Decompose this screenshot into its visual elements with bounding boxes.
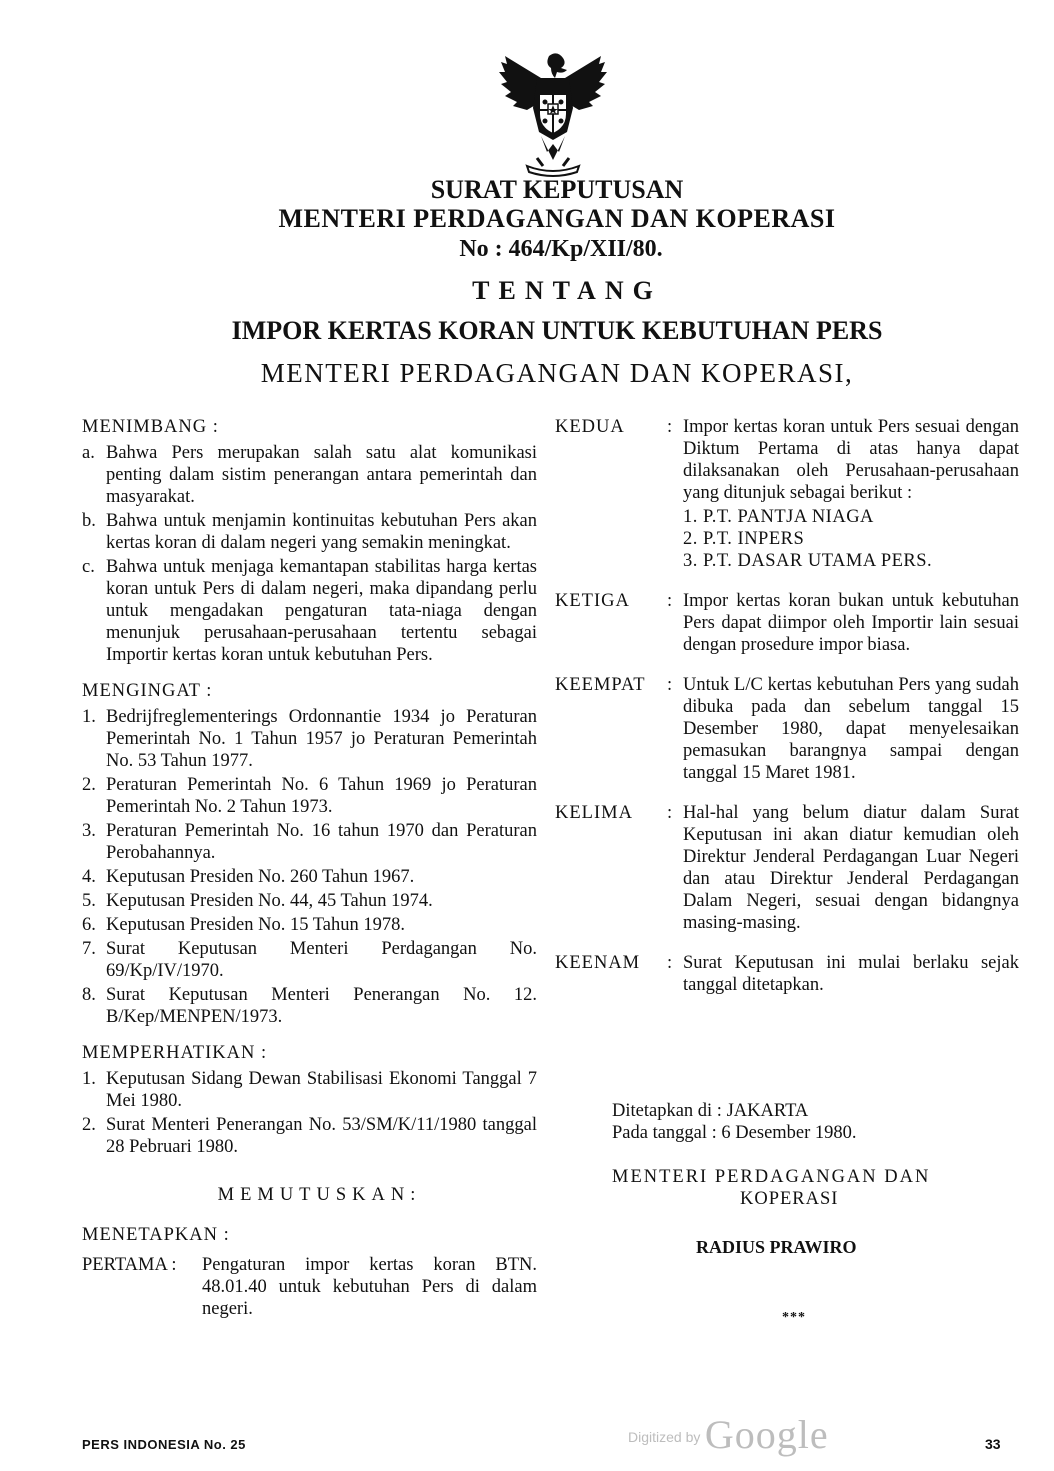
list-item [82, 556, 537, 666]
list-item [82, 510, 537, 554]
item-marker: a. [82, 443, 95, 463]
company-item: 2. P.T. INPERS [683, 529, 805, 549]
item-marker: 2. [82, 1115, 96, 1135]
company-item: 1. P.T. PANTJA NIAGA [683, 507, 874, 527]
list-item [82, 866, 537, 888]
list-item [82, 1114, 537, 1158]
clause-colon: : [667, 953, 673, 973]
signatory-title: MENTERI PERDAGANGAN DAN [612, 1167, 931, 1187]
signatory-name: RADIUS PRAWIRO [696, 1237, 857, 1257]
memutuskan-heading: MEMUTUSKAN: [217, 1185, 422, 1205]
clause-text: Impor kertas koran bukan untuk kebutuhan Pers dapat diimpor oleh Importir lain sesuai dengan prosedure impor biasa. [683, 591, 1019, 655]
ministry-subtitle: MENTERI PERDAGANGAN DAN KOPERASI, [260, 358, 854, 388]
item-marker: 2. [82, 775, 96, 795]
list-item [82, 1068, 537, 1112]
item-text: Keputusan Presiden No. 15 Tahun 1978. [106, 915, 405, 935]
page-number: 33 [985, 1436, 1001, 1452]
item-text: Bahwa untuk menjaga kemantapan stabilitas harga kertas koran untuk Pers di dalam negeri, maka dipandang perlu untuk mengadakan pengaturan tata-niaga dengan menunjuk perusahaan-perusahaan tertentu sebagai Importir kertas koran untuk kebutuhan Pers. [106, 557, 537, 665]
clause-text: Untuk L/C kertas kebutuhan Pers yang sudah dibuka pada dan sebelum tanggal 15 Desember 1980, dapat menyelesaikan pemasukan barangnya sampai dengan tanggal 15 Maret 1981. [683, 675, 1019, 783]
subject-title: IMPOR KERTAS KORAN UNTUK KEBUTUHAN PERS [231, 316, 883, 345]
item-text: Surat Keputusan Menteri Penerangan No. 12. B/Kep/MENPEN/1973. [106, 985, 537, 1027]
tentang-heading: TENTANG [472, 276, 662, 305]
item-text: Bahwa Pers merupakan salah satu alat komunikasi penting dalam sistim penerangan antara pemerintah dan masyarakat. [106, 443, 537, 507]
clause-label: KEDUA [555, 417, 625, 437]
item-text: Peraturan Pemerintah No. 6 Tahun 1969 jo Peraturan Pemerintah No. 2 Tahun 1973. [106, 775, 537, 817]
clause-text: Pengaturan impor kertas koran BTN. 48.01.40 untuk kebutuhan Pers di dalam negeri. [202, 1255, 537, 1319]
menetapkan-heading: MENETAPKAN : [82, 1225, 230, 1245]
clause-text: Surat Keputusan ini mulai berlaku sejak tanggal ditetapkan. [683, 953, 1019, 995]
item-text: Peraturan Pemerintah No. 16 tahun 1970 dan Peraturan Perobahannya. [106, 821, 537, 863]
clause-text: Impor kertas koran untuk Pers sesuai dengan Diktum Pertama di atas hanya dapat dilaksanakan oleh Perusahaan-perusahaan yang ditunjuk sebagai berikut : [683, 417, 1019, 503]
signing-date: Pada tanggal : 6 Desember 1980. [612, 1123, 857, 1143]
clause-label: KETIGA [555, 591, 630, 611]
publication-name: PERS INDONESIA No. 25 [82, 1437, 246, 1452]
garuda-emblem-icon [497, 48, 609, 178]
end-marker: *** [782, 1310, 806, 1325]
ketiga-clause [555, 590, 1019, 656]
right-column [555, 416, 1019, 1014]
decree-title: SURAT KEPUTUSAN [430, 175, 684, 204]
list-item [82, 442, 537, 508]
clause-label: PERTAMA : [82, 1255, 177, 1275]
item-marker: 6. [82, 915, 96, 935]
company-item: 3. P.T. DASAR UTAMA PERS. [683, 551, 933, 571]
item-marker: 8. [82, 985, 96, 1005]
kelima-clause [555, 802, 1019, 934]
signing-place: Ditetapkan di : JAKARTA [612, 1101, 809, 1121]
company-list [683, 506, 1019, 572]
item-text: Keputusan Sidang Dewan Stabilisasi Ekonomi Tanggal 7 Mei 1980. [106, 1069, 537, 1111]
item-marker: 4. [82, 867, 96, 887]
item-text: Surat Menteri Penerangan No. 53/SM/K/11/1980 tanggal 28 Pebruari 1980. [106, 1115, 537, 1157]
clause-colon: : [667, 803, 673, 823]
keempat-clause [555, 674, 1019, 784]
list-item [82, 890, 537, 912]
clause-colon: : [667, 591, 673, 611]
item-marker: b. [82, 511, 96, 531]
list-item [82, 820, 537, 864]
item-text: Keputusan Presiden No. 260 Tahun 1967. [106, 867, 415, 887]
item-marker: 1. [82, 1069, 96, 1089]
google-wordmark: Google [704, 1412, 829, 1457]
left-column [82, 416, 537, 1320]
item-marker: 3. [82, 821, 96, 841]
pertama-clause [82, 1254, 537, 1320]
mengingat-heading: MENGINGAT : [82, 681, 213, 701]
digitized-by-text: Digitized by [628, 1429, 701, 1445]
item-marker: 7. [82, 939, 96, 959]
kedua-clause [555, 416, 1019, 572]
list-item [82, 914, 537, 936]
item-marker: 5. [82, 891, 96, 911]
list-item [82, 938, 537, 982]
item-marker: c. [82, 557, 95, 577]
digitized-watermark [628, 1411, 829, 1458]
item-text: Bedrijfreglementerings Ordonnantie 1934 jo Peraturan Pemerintah No. 1 Tahun 1957 jo Peraturan Pemerintah No. 53 Tahun 1977. [106, 707, 537, 771]
list-item [82, 984, 537, 1028]
clause-colon: : [667, 675, 673, 695]
memperhatikan-heading: MEMPERHATIKAN : [82, 1043, 268, 1063]
clause-colon: : [667, 417, 673, 437]
decree-number: No : 464/Kp/XII/80. [459, 236, 663, 262]
ministry-title: MENTERI PERDAGANGAN DAN KOPERASI [278, 204, 836, 233]
clause-label: KELIMA [555, 803, 633, 823]
item-text: Surat Keputusan Menteri Perdagangan No. 69/Kp/IV/1970. [106, 939, 537, 981]
list-item [82, 774, 537, 818]
keenam-clause [555, 952, 1019, 996]
item-marker: 1. [82, 707, 96, 727]
list-item [82, 706, 537, 772]
clause-label: KEENAM [555, 953, 641, 973]
menimbang-heading: MENIMBANG : [82, 417, 219, 437]
signature-block [612, 1100, 1012, 1258]
signatory-title-cont: KOPERASI [740, 1189, 839, 1209]
clause-text: Hal-hal yang belum diatur dalam Surat Keputusan ini akan diatur kemudian oleh Direktur Jenderal Perdagangan Luar Negeri dan atau Direktur Jenderal Perdagangan Dalam Negeri, sesuai dengan bidangnya masing-masing. [683, 803, 1019, 933]
clause-label: KEEMPAT [555, 675, 646, 695]
item-text: Bahwa untuk menjamin kontinuitas kebutuhan Pers akan kertas koran di dalam negeri yang semakin meningkat. [106, 511, 537, 553]
item-text: Keputusan Presiden No. 44, 45 Tahun 1974. [106, 891, 433, 911]
